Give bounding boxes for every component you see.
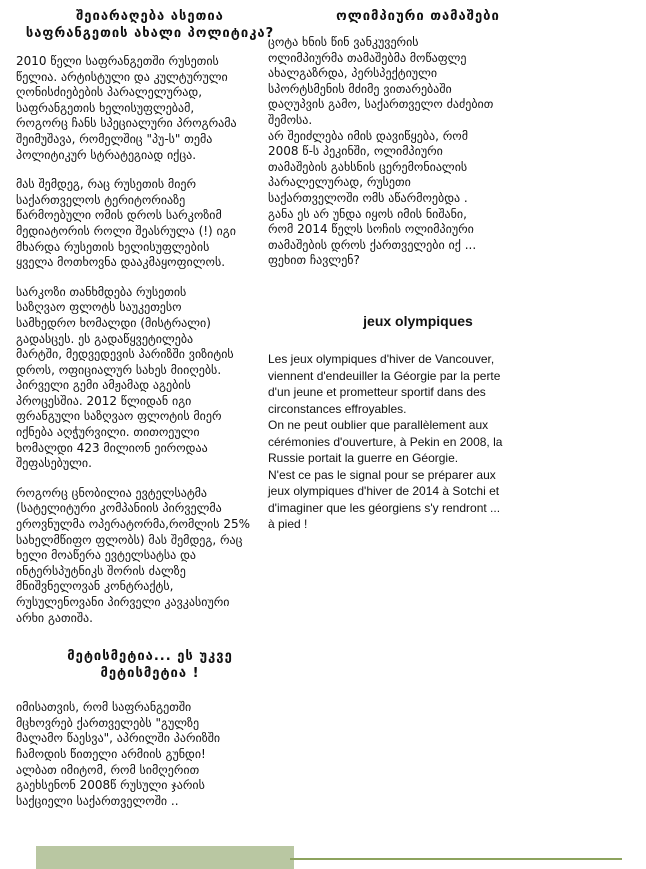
left-column <box>16 8 284 823</box>
article-paragraph: სარკოზი თანხმდება რუსეთის საზღვაო ფლოტს საუკეთესო სამხედრო ხომალდი (მისტრალი) გადასცეს. ეს გადაწყვეტილება მარტში, მედვედევის პარიზში ვიზიტის დროს, ოფიციალურ სახეს მიიღებს. პირველი გემი ამჟამად აგების პროცესშია. 2012 წლიდან იგი ფრანგული საზღვაო ფლოტის მიერ იქნება აღჭურვილი. თითოეული ხომალდი 423 მილიონ ეიროდაა შეფასებული. <box>16 284 234 471</box>
footer-band <box>36 846 294 869</box>
french-article <box>268 313 568 533</box>
article-heading-too-much: მეტისმეტია... ეს უკვე მეტისმეტია ! <box>67 649 233 682</box>
french-article-body: Les jeux olympiques d'hiver de Vancouver, viennent d'endeuiller la Géorgie par la perte d'un jeune et prometteur sportif dans des circonstances effroyables. On ne peut oublier que parallèlement aux cérémonies d'ouverture, à Pekin en 2008, la Russie portait la guerre en Géorgie. N'est ce pas le signal pour se préparer aux jeux olympiques d'hiver de 2014 à Sotchi et d'imaginer que les géorgiens s'y rendront ... à pied ! <box>268 352 503 531</box>
footer-rule <box>290 858 622 860</box>
article-paragraph: ცოტა ხნის წინ ვანკუვერის ოლიმპიურმა თამაშებმა მოწაფლე ახალგაზრდა, პერსპექტიული სპორტსმენის მძიმე ვითარებაში დაღუპვის გამო, საქართველო ძაძებით შემოსა. არ შეიძლება იმის დავიწყება, რომ 2008 წ-ს პეკინში, ოლიმპიური თამაშების გახსნის ცერემონიალის პარალელურად, რუსეთი საქართველოში ომს აწარმოებდა . განა ეს არ უნდა იყოს იმის ნიშანი, რომ 2014 წელს სოჩის ოლიმპიური თამაშების დროს ქართველები იქ ... ფეხით ჩავლენ? <box>268 35 494 268</box>
article-heading-politics: შეიარაღება ასეთია საფრანგეთის ახალი პოლიტიკა? <box>25 9 275 41</box>
article-paragraph: იმისათვის, რომ საფრანგეთში მცხოვრებ ქართველებს "გულზე მალამო წაესვა", აპრილში პარიზში ჩამოდის წითელი არმიის გუნდი! ალბათ იმიტომ, რომ სიმღერით გაეხსენონ 2008წ რუსული ჯარის საქციელი საქართველოში .. <box>16 700 221 808</box>
right-column <box>268 8 568 531</box>
article-paragraph: მას შემდეგ, რაც რუსეთის მიერ საქართველოს ტერიტორიაზე წარმოებული ომის დროს სარკოზიმ მედიატორის როლი შეასრულა (!) იგი მხარდა რუსეთის ხელისუფლების ყველა მოთხოვნა დააკმაყოფილოს. <box>16 177 236 270</box>
french-article-title: jeux olympiques <box>363 313 473 329</box>
article-paragraph: როგორც ცნობილია ევტელსატმა (სატელიტური კომპანიის პირველმა ეროვნულმა ოპერატორმა,რომლის 25% სახელმწიფო ფლობს) მას შემდეგ, რაც ხელი მოაწერა ევტელსატსა და ინტერსპუტნიკს შორის ძალზე მნიშვნელოვან კონტრაქტს, რუსულენოვანი პირველი კავკასიური არხი გათიშა. <box>16 485 250 625</box>
article-heading-olympics: ოლიმპიური თამაშები <box>336 9 500 24</box>
article-paragraph: 2010 წელი საფრანგეთში რუსეთის წელია. არტისტული და კულტურული ღონისძიებების პარალელურად, საფრანგეთის ხელისუფლებამ, როგორც ჩანს სპეციალური პროგრამა შეიმუშავა, რომელშიც "პუ-ს" თემა პოლიტიკურ სტრატეგიად იქცა. <box>16 54 237 162</box>
